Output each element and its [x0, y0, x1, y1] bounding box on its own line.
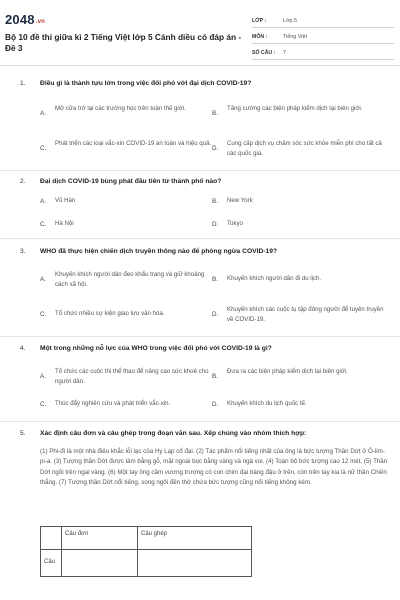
logo-text: 2048	[5, 12, 35, 27]
divider	[0, 170, 400, 171]
option-text: Cung cấp dịch vụ chăm sóc sức khỏe miễn phí cho tất cả các quốc gia.	[227, 140, 382, 157]
table-cell	[41, 527, 61, 549]
question-number: 3.	[20, 248, 26, 255]
meta-info	[252, 12, 394, 60]
option-text: Vũ Hán	[55, 197, 76, 204]
option-text: Thúc đẩy nghiên cứu và phát triển vắc-xin.	[55, 400, 171, 407]
document-title: Bộ 10 đề thi giữa kì 2 Tiếng Việt lớp 5 Cánh diều có đáp án - Đề 3	[5, 32, 242, 53]
question-text: Điều gì là thành tựu lớn trong việc đối phó với đại dịch COVID-19?	[40, 80, 252, 87]
divider	[0, 238, 400, 239]
table-header-row	[41, 527, 251, 549]
option-letter: B.	[212, 110, 218, 117]
question-text: WHO đã thực hiện chiến dịch truyền thông nào để phòng ngừa COVID-19?	[40, 248, 278, 255]
option-text: Khuyến khích người dân đeo khẩu trang và giữ khoảng cách xã hội.	[55, 271, 205, 288]
question-paragraph: (1) Phi-đi là một nhà điêu khắc lỗi lạc của Hy Lạp cổ đại. (2) Tác phẩm nổi tiếng nhất của ông là bức tượng Thần Dớt ở Ô-lim-pi-a. (3) Tượng thần Dớt được làm bằng gỗ, mặt ngoài bọc bằng vàng và ngà voi. (4) Toàn bộ bức tượng cao 12 mét. (5) Thần Dớt ngồi trên ngai vàng. (6) Một tay ông cầm vương trượng có con chim đại bàng đậu ở trên, còn trên tay kia là nữ thần Chiến thắng. (7) Tượng thần Dớt nổi tiếng, song ngôi đền thờ chứa bức tượng cũng nổi tiếng không kém.	[40, 448, 388, 486]
logo-tld: .vn	[35, 19, 46, 25]
option-text: Khuyến khích người dân đi du lịch.	[227, 275, 322, 282]
question-number: 4.	[20, 345, 26, 352]
table-header-simple: Câu đơn	[61, 527, 137, 549]
option-text: Tăng cường các biện pháp kiểm dịch tại biên giới.	[227, 105, 363, 112]
divider	[0, 421, 400, 422]
option-text: Mở cửa trở lại các trường học trên toàn thế giới.	[55, 105, 186, 112]
table-row-label: Câu	[44, 559, 56, 565]
option-letter: D.	[212, 311, 219, 318]
option-text: Khuyến khích các cuộc tụ tập đông người để tuyên truyền về COVID-19.	[227, 306, 384, 323]
option-letter: B.	[212, 276, 218, 283]
option-letter: D.	[212, 145, 219, 152]
option-letter: C.	[40, 145, 47, 152]
question-text: Một trong những nỗ lực của WHO trong việc đối phó với COVID-19 là gì?	[40, 345, 272, 352]
option-letter: C.	[40, 221, 47, 228]
option-text: Tổ chức nhiều sự kiện giao lưu văn hóa.	[55, 310, 165, 317]
table-row	[41, 549, 251, 576]
answer-cell-compound[interactable]	[137, 550, 251, 576]
site-logo[interactable]	[5, 12, 45, 27]
option-text: Tổ chức các cuộc thi thể thao để nâng cao sức khoẻ cho người dân.	[55, 368, 209, 385]
option-text: Tokyo	[227, 220, 243, 227]
option-text: Khuyến khích du lịch quốc tế.	[227, 400, 307, 407]
question-header	[0, 178, 400, 188]
question-header	[0, 248, 400, 258]
question-header	[0, 430, 400, 440]
divider	[0, 336, 400, 337]
option-letter: D.	[212, 401, 219, 408]
meta-value: 7	[283, 50, 286, 56]
option-letter: A.	[40, 276, 46, 283]
meta-row-class	[252, 12, 394, 28]
option-letter: A.	[40, 373, 46, 380]
option-letter: B.	[212, 373, 218, 380]
meta-value: Tiếng Việt	[283, 34, 307, 40]
question-text: Xác định câu đơn và câu ghép trong đoạn văn sau. Xếp chúng vào nhóm thích hợp:	[40, 430, 307, 437]
answer-table	[40, 526, 252, 577]
question-text: Đại dịch COVID-19 bùng phát đầu tiên từ thành phố nào?	[40, 178, 222, 185]
meta-label: LỚP :	[252, 18, 267, 24]
option-text: Đưa ra các biện pháp kiểm dịch tại biên giới.	[227, 368, 348, 375]
meta-label: SỐ CÂU :	[252, 50, 276, 56]
meta-value: Lớp 5	[283, 18, 298, 24]
question-header	[0, 80, 400, 90]
option-letter: D.	[212, 221, 219, 228]
option-letter: A.	[40, 198, 46, 205]
option-letter: C.	[40, 401, 47, 408]
meta-row-count	[252, 44, 394, 60]
question-number: 2.	[20, 178, 26, 185]
option-text: Hà Nội	[55, 220, 74, 227]
question-number: 1.	[20, 80, 26, 87]
question-header	[0, 345, 400, 355]
option-text: Phát triển các loại vắc-xin COVID-19 an toàn và hiệu quả.	[55, 140, 212, 147]
option-text: New York	[227, 197, 253, 204]
meta-row-subject	[252, 28, 394, 44]
option-letter: A.	[40, 110, 46, 117]
answer-cell-simple[interactable]	[61, 550, 137, 576]
option-letter: B.	[212, 198, 218, 205]
option-letter: C.	[40, 311, 47, 318]
table-header-compound: Câu ghép	[137, 527, 251, 549]
meta-label: MÔN :	[252, 34, 268, 40]
question-number: 5.	[20, 430, 26, 437]
page-header	[0, 0, 400, 66]
